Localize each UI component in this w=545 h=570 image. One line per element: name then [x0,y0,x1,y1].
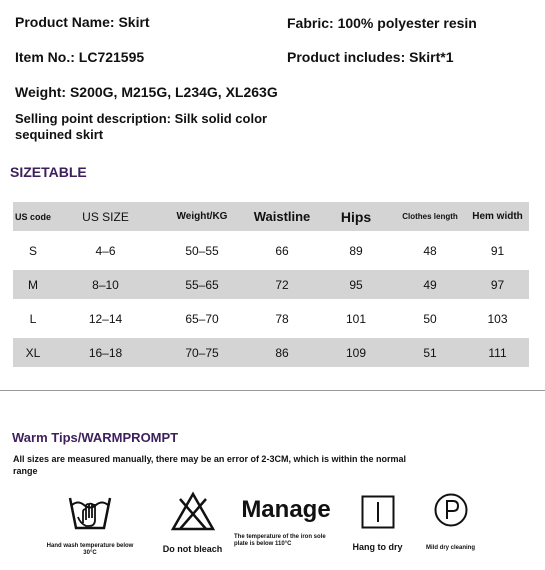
table-cell: 65–70 [185,311,219,326]
size-row-m [13,270,529,299]
table-cell: 8–10 [53,270,158,299]
table-cell: 103 [487,311,508,326]
iron-caption: The temperature of the iron sole plate is below 110°C [234,534,326,547]
section-divider [0,390,545,391]
product-name: Product Name: Skirt [15,14,150,30]
table-cell: 49 [394,270,466,299]
care-no-bleach [155,491,230,554]
care-hand-wash [40,490,140,557]
table-cell: 48 [423,243,437,258]
warm-tips-title: Warm Tips/WARMPROMPT [12,430,179,445]
product-includes: Product includes: Skirt*1 [287,49,454,65]
no-bleach-caption: Do not bleach [162,544,223,554]
product-weight: Weight: S200G, M215G, L234G, XL263G [15,84,278,100]
hang-dry-caption: Hang to dry [352,542,403,552]
table-cell: L [29,311,37,326]
size-row-l [13,304,529,333]
header-hem-width: Hem width [466,202,529,231]
care-hang-dry [345,495,410,552]
header-waistline: Waistline [246,202,318,231]
table-cell: 50–55 [185,243,219,258]
table-cell: 51 [394,338,466,367]
table-cell: 70–75 [158,338,246,367]
table-cell: 50 [423,311,437,326]
table-cell: S [28,243,37,258]
table-cell: 12–14 [88,311,123,326]
item-number: Item No.: LC721595 [15,49,145,65]
hand-wash-icon [65,490,115,534]
warm-tips-note: All sizes are measured manually, there may be an error of 2-3CM, which is within the normal range [13,454,406,476]
table-cell: 86 [246,338,318,367]
table-cell: 66 [275,243,289,258]
dry-clean-p-icon [433,492,469,528]
care-dry-clean [418,492,483,552]
size-row-xl [13,338,529,367]
size-table-header [13,202,529,231]
selling-point: Selling point description: Silk solid color sequined skirt [15,111,268,142]
header-us-size: US SIZE [53,202,158,231]
manage-label: Manage [241,496,331,523]
hang-dry-icon [361,495,395,529]
table-cell: 55–65 [158,270,246,299]
header-clothes-length: Clothes length [394,202,466,231]
size-table [13,197,529,372]
table-cell: 111 [466,338,529,367]
table-cell: M [13,270,53,299]
table-cell: 89 [349,243,363,258]
table-cell: 95 [318,270,394,299]
table-cell: 109 [318,338,394,367]
header-hips: Hips [318,202,394,231]
size-table-title: SIZETABLE [10,164,87,180]
header-weight: Weight/KG [158,202,246,231]
table-cell: 101 [345,311,367,326]
table-cell: 72 [246,270,318,299]
no-bleach-icon [170,491,216,533]
hand-wash-caption: Hand wash temperature below 30°C [46,543,134,556]
size-row-s [13,236,529,265]
table-cell: 4–6 [95,243,116,258]
dry-clean-caption: Mild dry cleaning [425,545,475,551]
product-fabric: Fabric: 100% polyester resin [287,15,477,31]
table-cell: XL [13,338,53,367]
table-cell: 91 [490,243,505,258]
header-us-code: US code [13,202,53,231]
care-iron [232,496,340,548]
table-cell: 78 [275,311,289,326]
table-cell: 16–18 [53,338,158,367]
table-cell: 97 [466,270,529,299]
